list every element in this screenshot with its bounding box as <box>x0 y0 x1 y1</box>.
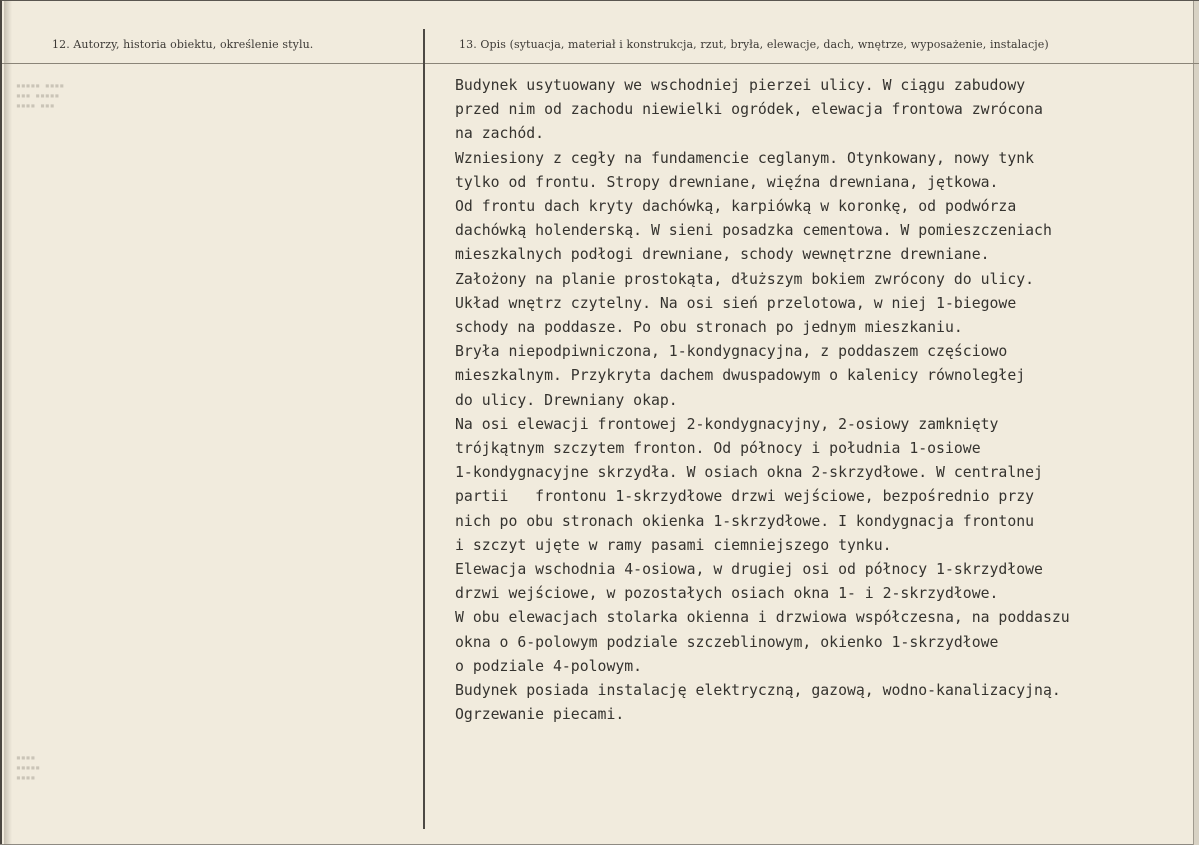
text-line: Ogrzewanie piecami. <box>455 706 625 724</box>
text-line: i szczyt ujęte w ramy pasami ciemniejszego tynku. <box>455 536 892 554</box>
text-line: do ulicy. Drewniany okap. <box>455 391 678 409</box>
text-line: mieszkalnych podłogi drewniane, schody wewnętrzne drewniane. <box>455 246 990 264</box>
text-line: Na osi elewacji frontowej 2-kondygnacyjny, 2-osiowy zamknięty <box>455 415 999 433</box>
text-line: Układ wnętrz czytelny. Na osi sień przelotowa, w niej 1-biegowe <box>455 294 1017 312</box>
text-line: przed nim od zachodu niewielki ogródek, elewacja frontowa zwrócona <box>455 101 1043 119</box>
text-line: Założony na planie prostokąta, dłuższym bokiem zwrócony do ulicy. <box>455 270 1035 288</box>
text-line: Budynek posiada instalację elektryczną, gazową, wodno-kanalizacyjną. <box>455 682 1061 700</box>
header-rule <box>2 63 1199 64</box>
text-line: Budynek usytuowany we wschodniej pierzei ulicy. W ciągu zabudowy <box>455 77 1026 94</box>
page-edge-shadow <box>4 1 12 845</box>
text-line: schody na poddasze. Po obu stronach po jednym mieszkaniu. <box>455 319 963 337</box>
text-line: Bryła niepodpiwniczona, 1-kondygnacyjna, z poddaszem częściowo <box>455 343 1008 361</box>
text-line: okna o 6-polowym podziale szczeblinowym, okienko 1-skrzydłowe <box>455 633 999 651</box>
text-line: trójkątnym szczytem fronton. Od północy i południa 1-osiowe <box>455 440 981 458</box>
text-line: dachówką holenderską. W sieni posadzka cementowa. W pomieszczeniach <box>455 222 1052 240</box>
text-line: W obu elewacjach stolarka okienna i drzwiowa współczesna, na poddaszu <box>455 609 1070 627</box>
section-13-heading: 13. Opis (sytuacja, materiał i konstrukcja, rzut, bryła, elewacje, dach, wnętrze, wyposażenie, instalacje) <box>459 38 1049 51</box>
text-line: partii frontonu 1-skrzydłowe drzwi wejściowe, bezpośrednio przy <box>455 488 1035 506</box>
text-line: Wzniesiony z cegły na fundamencie ceglanym. Otynkowany, nowy tynk <box>455 149 1035 167</box>
text-line: o podziale 4-polowym. <box>455 657 643 675</box>
bleed-through-marks: ▪▪▪▪▪ ▪▪▪▪ ▪▪▪ ▪▪▪▪▪ ▪▪▪▪ ▪▪▪ <box>16 81 65 110</box>
text-line: drzwi wejściowe, w pozostałych osiach okna 1- i 2-skrzydłowe. <box>455 585 999 603</box>
page-right-edge <box>1193 1 1199 845</box>
description-text <box>455 74 1175 727</box>
column-divider <box>423 29 425 829</box>
bleed-through-marks-bottom: ▪▪▪▪ ▪▪▪▪▪ ▪▪▪▪ <box>16 753 41 782</box>
text-line: Elewacja wschodnia 4-osiowa, w drugiej osi od północy 1-skrzydłowe <box>455 561 1043 579</box>
text-line: tylko od frontu. Stropy drewniane, więźna drewniana, jętkowa. <box>455 173 999 191</box>
text-line: Od frontu dach kryty dachówką, karpiówką w koronkę, od podwórza <box>455 198 1017 216</box>
text-line: mieszkalnym. Przykryta dachem dwuspadowym o kalenicy równoległej <box>455 367 1026 385</box>
section-12-heading: 12. Autorzy, historia obiektu, określenie stylu. <box>52 38 314 51</box>
text-line: 1-kondygnacyjne skrzydła. W osiach okna 2-skrzydłowe. W centralnej <box>455 464 1043 482</box>
text-line: nich po obu stronach okienka 1-skrzydłowe. I kondygnacja frontonu <box>455 512 1035 530</box>
text-line: na zachód. <box>455 125 545 143</box>
